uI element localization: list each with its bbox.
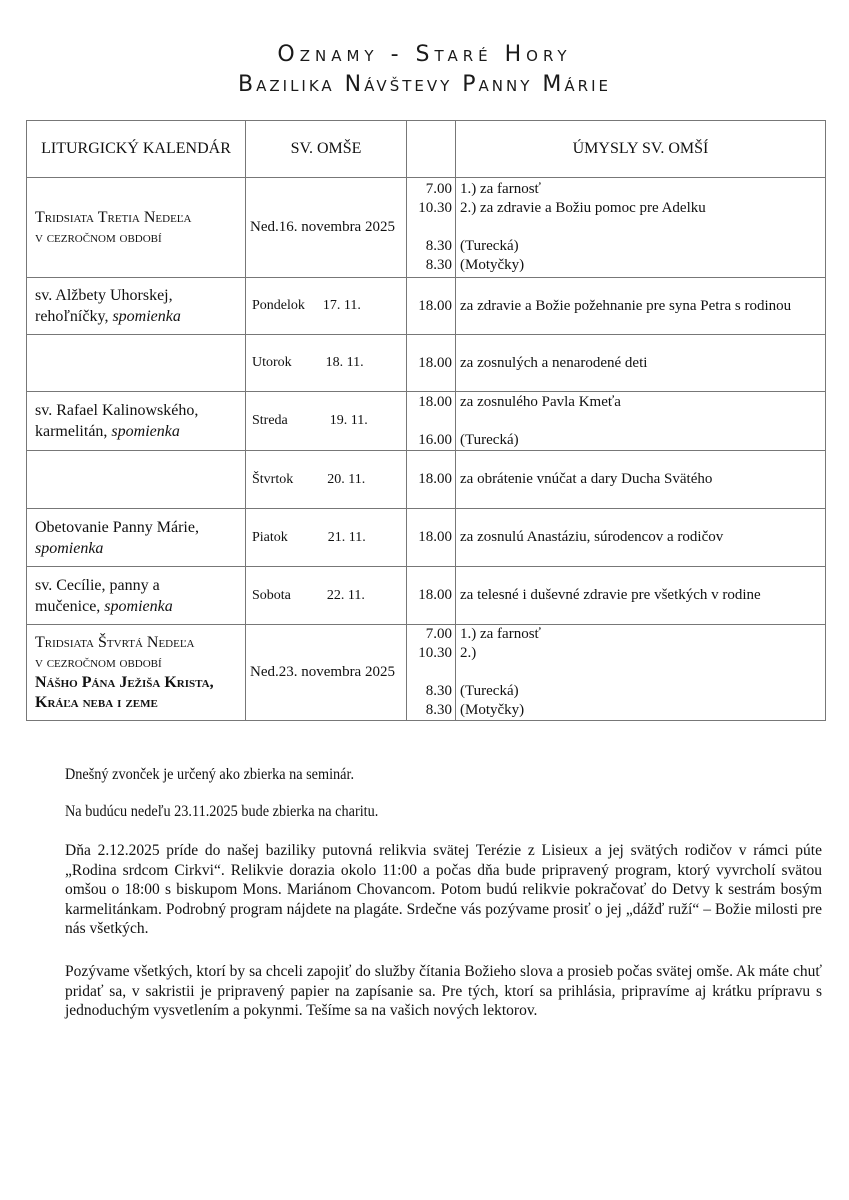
mass-time: 10.30	[418, 645, 452, 661]
mass-time: 8.30	[425, 257, 452, 273]
table-row	[27, 392, 826, 451]
intention: (Motyčky)	[460, 702, 525, 718]
intentions-cell	[456, 567, 826, 625]
date-label: 18. 11.	[325, 355, 364, 370]
feast-name: Tridsiata Tretia Nedeľa	[35, 208, 192, 226]
day-label: Pondelok	[252, 298, 305, 313]
announcement-text: Dnešný zvonček je určený ako zbierka na seminár.	[65, 766, 355, 783]
intention: (Turecká)	[460, 683, 519, 699]
feast-rank: spomienka	[112, 308, 181, 325]
feast-cell	[27, 392, 246, 451]
intentions-cell	[456, 335, 826, 392]
column-header-calendar: LITURGICKÝ KALENDÁR	[27, 121, 246, 178]
day-label: Utorok	[252, 355, 292, 370]
intentions-cell	[456, 625, 826, 721]
mass-time: 10.30	[418, 200, 452, 216]
day-label: Streda	[252, 413, 288, 428]
intention: 1.) za farnosť	[460, 181, 541, 197]
mass-time: 8.30	[425, 683, 452, 699]
day-cell	[246, 335, 407, 392]
feast-name: sv. Rafael Kalinowského,	[35, 402, 199, 419]
announcement	[65, 962, 822, 1021]
day-label: Ned.16. novembra 2025	[250, 219, 395, 235]
table-row	[27, 509, 826, 567]
times-cell	[407, 567, 456, 625]
day-label: Piatok	[252, 529, 288, 545]
feast-cell	[27, 335, 246, 392]
intention: za obrátenie vnúčat a dary Ducha Svätého	[460, 471, 713, 487]
feast-solemnity-cont: Kráľa neba i zeme	[35, 693, 158, 711]
mass-time: 16.00	[418, 431, 452, 448]
mass-time: 18.00	[418, 393, 452, 410]
feast-cell	[27, 625, 246, 721]
feast-name: Obetovanie Panny Márie,	[35, 518, 199, 536]
feast-solemnity: Nášho Pána Ježiša Krista,	[35, 673, 214, 691]
table-row	[27, 567, 826, 625]
page-subtitle: Bazilika Návštevy Panny Márie	[238, 72, 611, 97]
table-row	[27, 625, 826, 721]
mass-time: 7.00	[425, 626, 452, 642]
feast-cell	[27, 509, 246, 567]
intentions-cell	[456, 451, 826, 509]
feast-cell	[27, 451, 246, 509]
table-header-row	[27, 121, 826, 178]
announcement	[65, 765, 822, 785]
intention: (Turecká)	[460, 431, 519, 448]
day-label: Ned.23. novembra 2025	[250, 664, 395, 680]
feast-cell	[27, 178, 246, 278]
feast-rank: spomienka	[111, 423, 180, 440]
feast-period: v cezročnom období	[35, 229, 162, 246]
intention: za zosnulú Anastáziu, súrodencov a rodičov	[460, 529, 724, 545]
column-header-time	[407, 121, 456, 178]
times-cell	[407, 335, 456, 392]
feast-name-cont: mučenice,	[35, 597, 101, 615]
day-cell	[246, 278, 407, 335]
feast-name: Tridsiata Štvrtá Nedeľa	[35, 633, 195, 651]
intention: za zosnulých a nenarodené deti	[460, 354, 648, 371]
table-row	[27, 451, 826, 509]
day-cell	[246, 509, 407, 567]
feast-rank: spomienka	[35, 539, 104, 557]
mass-time: 8.30	[425, 702, 452, 718]
feast-name-cont: rehoľníčky,	[35, 308, 109, 325]
intentions-cell	[456, 509, 826, 567]
day-cell	[246, 625, 407, 721]
intentions-cell	[456, 392, 826, 451]
feast-rank: spomienka	[104, 597, 173, 615]
day-label: Štvrtok	[252, 471, 294, 487]
intention: (Turecká)	[460, 238, 519, 254]
mass-time: 18.00	[418, 471, 452, 487]
intention: 2.)	[460, 645, 477, 661]
column-header-intentions: ÚMYSLY SV. OMŠÍ	[456, 121, 826, 178]
feast-name: sv. Alžbety Uhorskej,	[35, 287, 173, 304]
date-label: 22. 11.	[326, 587, 365, 603]
times-cell	[407, 278, 456, 335]
announcement-text: Dňa 2.12.2025 príde do našej baziliky putovná relikvia svätej Terézie z Lisieux a jej svätých rodičov v rámci púte „Rodina srdcom Cirkvi“. Relikvie dorazia okolo 11:00 a počas dňa bude pripravený program, ktorý vyvrcholí svätou omšou o 18:00 s biskupom Mons. Mariánom Chovancom. Potom budú relikvie pokračovať do Detvy k sestrám bosým karmelitánkam. Podrobný program nájdete na plagáte. Srdečne vás pozývame prosiť o jej „dážď ruží“ – Božie milosti pre nás všetkých.	[65, 842, 822, 937]
times-cell	[407, 392, 456, 451]
page-title: Oznamy - Staré Hory	[277, 42, 572, 67]
intention: za zdravie a Božie požehnanie pre syna Petra s rodinou	[460, 297, 792, 314]
day-cell	[246, 178, 407, 278]
column-header-masses: SV. OMŠE	[246, 121, 407, 178]
announcement-text: Pozývame všetkých, ktorí by sa chceli zapojiť do služby čítania Božieho slova a prosieb počas svätej omše. Ak máte chuť pridať sa, v sakristii je pripravený papier na zapísanie sa. Pre tých, ktorí sa prihlásia, pripravíme aj krátku prípravu s jednoduchým vysvetlením a pokynmi. Tešíme sa na vašich nových lektorov.	[65, 963, 822, 1019]
date-label: 17. 11.	[322, 298, 361, 313]
announcement-text: Na budúcu nedeľu 23.11.2025 bude zbierka na charitu.	[65, 803, 379, 820]
intention: (Motyčky)	[460, 257, 525, 273]
mass-time: 18.00	[418, 529, 452, 545]
intention: za zosnulého Pavla Kmeťa	[460, 393, 621, 410]
table-row	[27, 335, 826, 392]
intention: 2.) za zdravie a Božiu pomoc pre Adelku	[460, 200, 706, 216]
table-row	[27, 278, 826, 335]
feast-name-cont: karmelitán,	[35, 423, 108, 440]
intention: za telesné i duševné zdravie pre všetkých v rodine	[460, 587, 761, 603]
times-cell	[407, 451, 456, 509]
mass-time: 18.00	[418, 354, 452, 371]
liturgical-calendar-table	[26, 120, 826, 721]
intentions-cell	[456, 178, 826, 278]
mass-time: 7.00	[425, 181, 452, 197]
times-cell	[407, 509, 456, 567]
times-cell	[407, 178, 456, 278]
times-cell	[407, 625, 456, 721]
day-cell	[246, 567, 407, 625]
intention: 1.) za farnosť	[460, 626, 541, 642]
date-label: 21. 11.	[327, 529, 366, 545]
day-cell	[246, 451, 407, 509]
day-cell	[246, 392, 407, 451]
date-label: 20. 11.	[327, 471, 366, 487]
date-label: 19. 11.	[329, 413, 368, 428]
table-row	[27, 178, 826, 278]
intentions-cell	[456, 278, 826, 335]
announcement	[65, 802, 822, 822]
feast-cell	[27, 567, 246, 625]
mass-time: 18.00	[418, 587, 452, 603]
feast-name: sv. Cecílie, panny a	[35, 576, 160, 594]
mass-time: 18.00	[418, 297, 452, 314]
feast-period: v cezročnom období	[35, 654, 162, 671]
day-label: Sobota	[252, 587, 291, 603]
mass-time: 8.30	[425, 238, 452, 254]
feast-cell	[27, 278, 246, 335]
announcement	[65, 841, 822, 939]
